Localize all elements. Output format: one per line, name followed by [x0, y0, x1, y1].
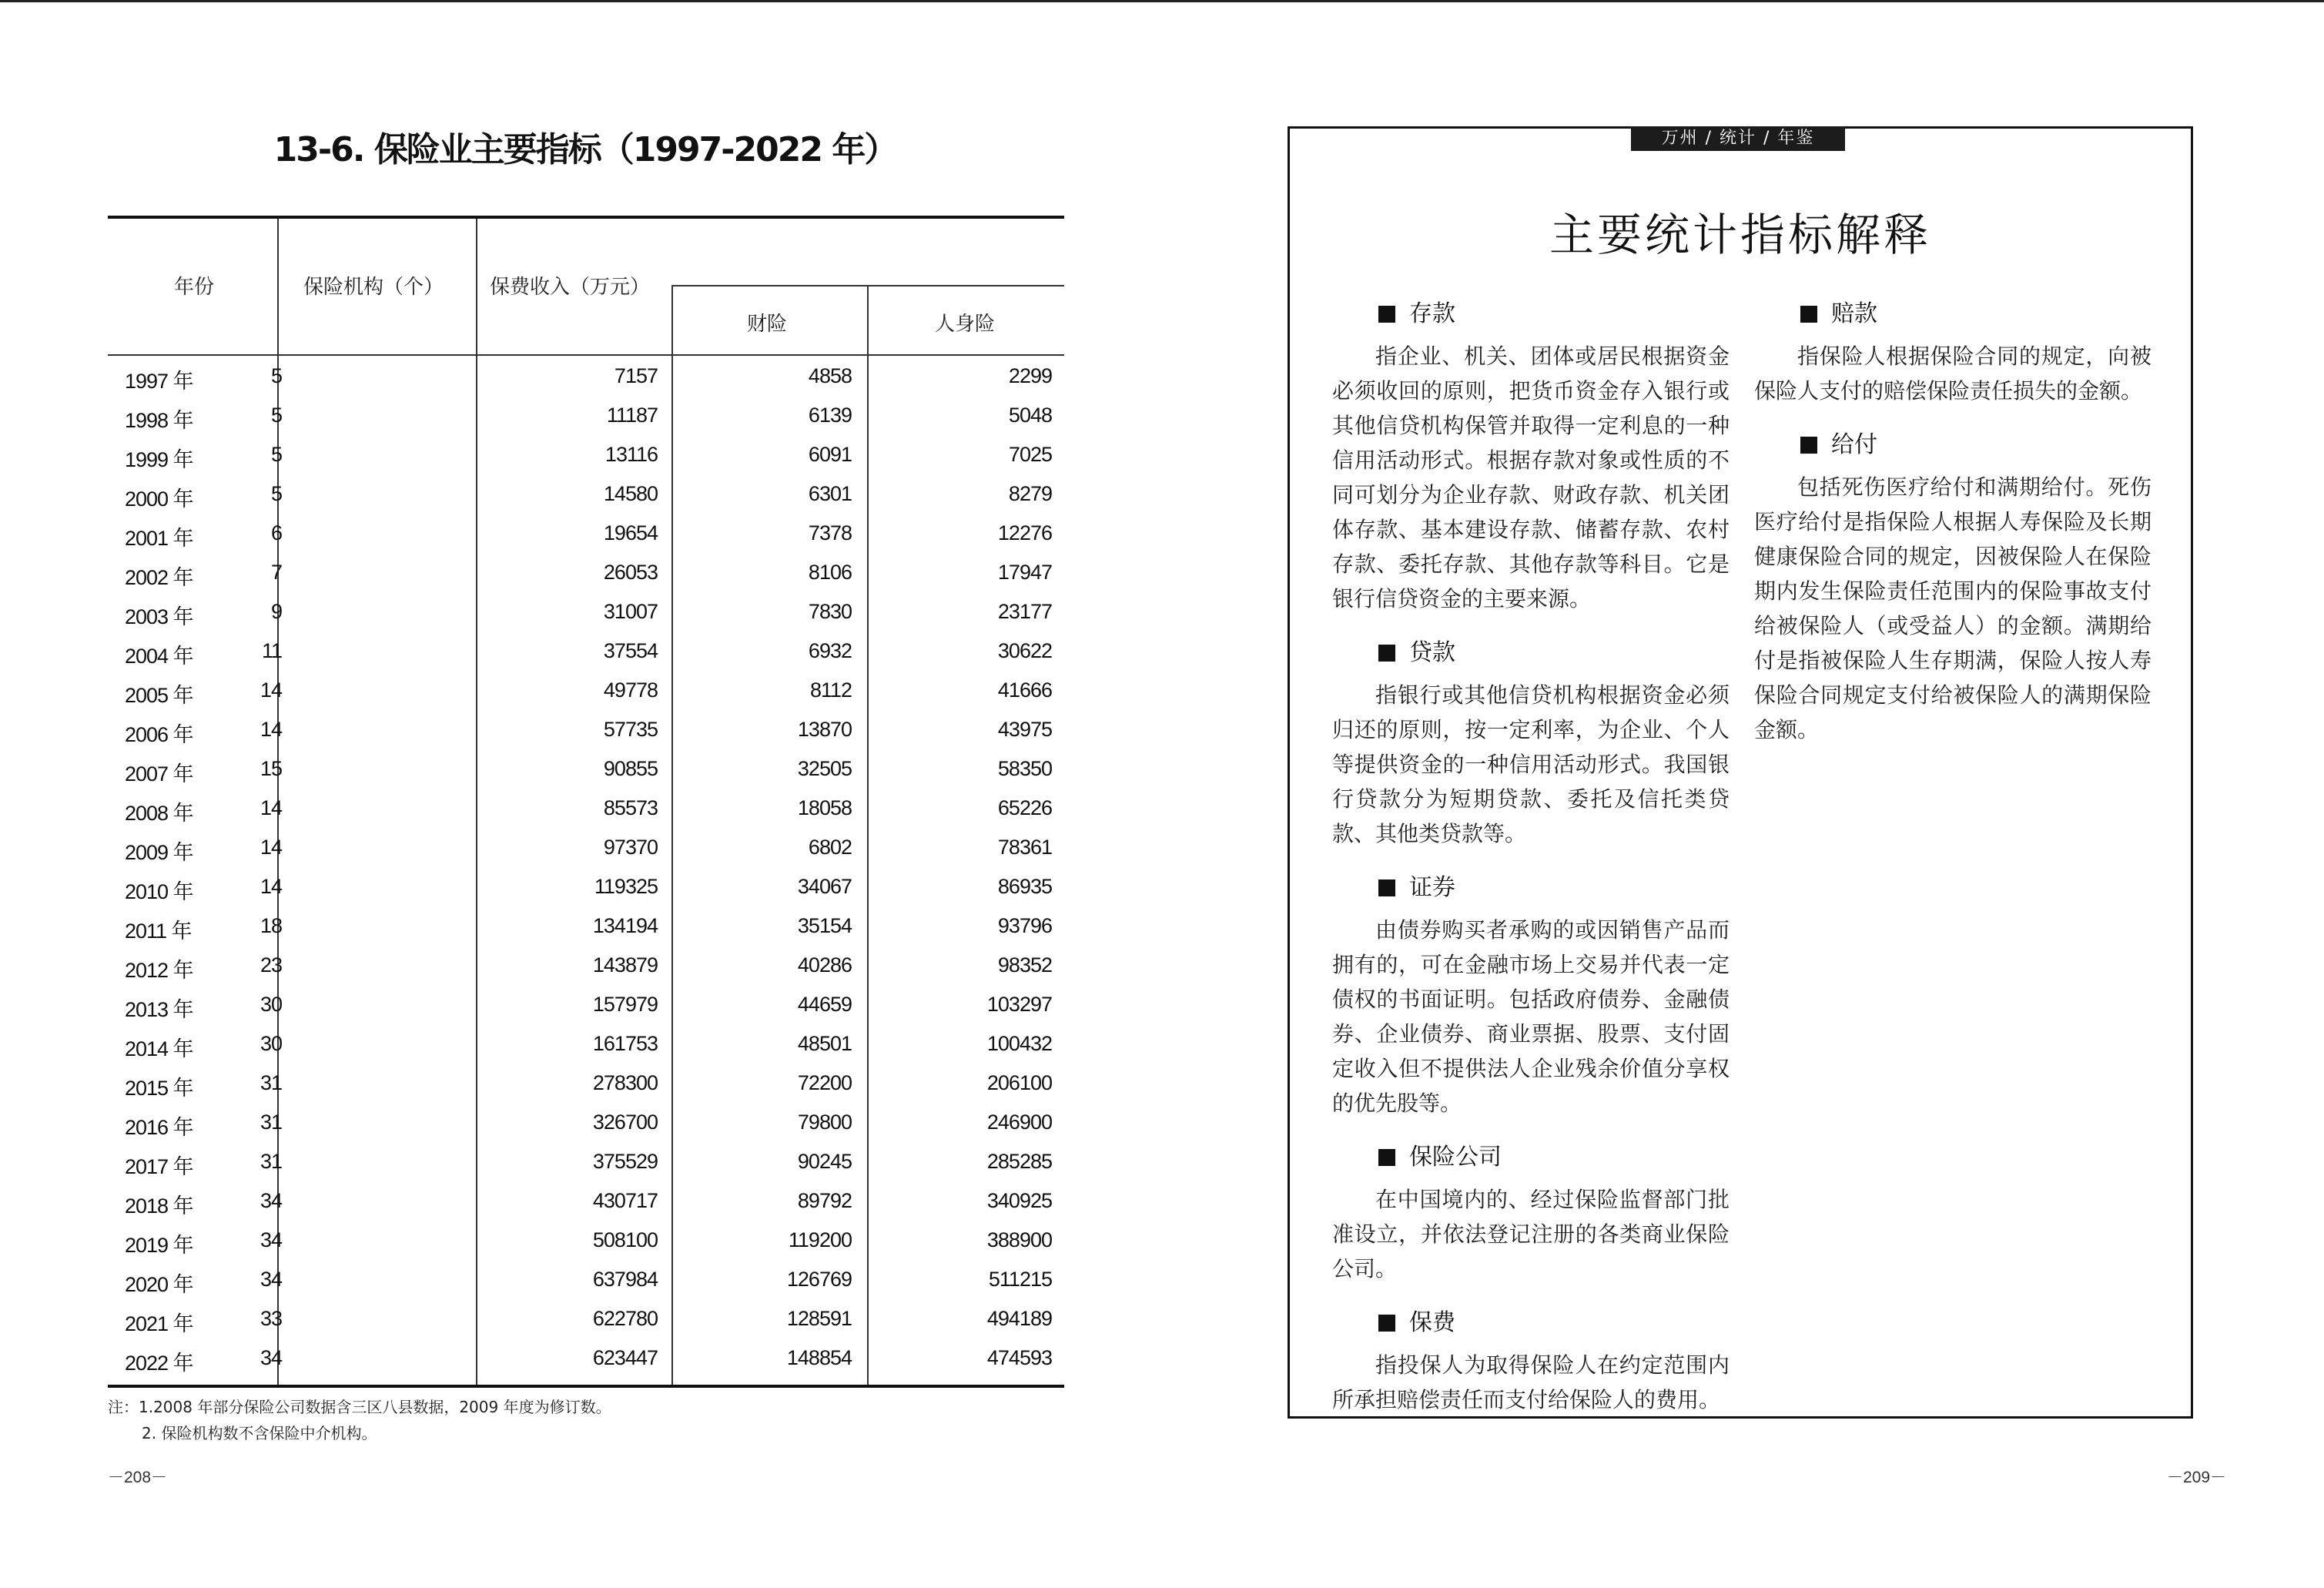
table-row — [108, 1182, 1064, 1221]
cell-premium: 134194 — [592, 914, 658, 937]
cell-life: 65226 — [997, 796, 1052, 819]
cell-year: 1997 年 — [125, 370, 193, 393]
cell-year: 2002 年 — [125, 566, 193, 589]
cell-institutions: 31 — [260, 1150, 282, 1173]
cell-life: 86935 — [997, 875, 1052, 898]
header-bottom-rule — [108, 354, 1064, 356]
cell-premium: 90855 — [603, 757, 658, 780]
cell-life: 511215 — [988, 1268, 1052, 1291]
cell-property: 18058 — [797, 796, 852, 819]
cell-institutions: 33 — [260, 1307, 282, 1330]
cell-institutions: 34 — [260, 1189, 282, 1212]
cell-life: 41666 — [997, 678, 1052, 702]
cell-life: 246900 — [986, 1111, 1052, 1134]
table-row — [108, 593, 1064, 632]
cell-life: 7025 — [1008, 443, 1052, 466]
cell-year: 2000 年 — [125, 487, 193, 511]
square-bullet-icon — [1378, 1149, 1395, 1166]
table-notes — [108, 1394, 611, 1446]
cell-institutions: 14 — [260, 678, 282, 702]
cell-year: 2007 年 — [125, 762, 193, 786]
square-bullet-icon — [1378, 645, 1395, 662]
cell-institutions: 23 — [260, 953, 282, 977]
table-row — [108, 1300, 1064, 1339]
cell-property: 13870 — [797, 718, 852, 741]
cell-year: 2020 年 — [125, 1273, 193, 1296]
yearbook-banner: 万州 / 统计 / 年鉴 — [1631, 126, 1845, 151]
table-row — [108, 1025, 1064, 1064]
cell-property: 6139 — [808, 404, 852, 427]
glossary-definition: 在中国境内的、经过保险监督部门批准设立，并依法登记注册的各类商业保险公司。 — [1332, 1187, 1730, 1281]
cell-year: 2011 年 — [125, 920, 192, 943]
glossary-heading — [1332, 633, 1730, 673]
cell-premium: 37554 — [603, 639, 658, 662]
cell-life: 388900 — [986, 1228, 1052, 1251]
cell-premium: 119325 — [594, 875, 658, 898]
cell-year: 2022 年 — [125, 1352, 193, 1375]
cell-premium: 57735 — [603, 718, 658, 741]
cell-institutions: 6 — [270, 521, 282, 544]
glossary-title: 主要统计指标解释 — [1549, 209, 1931, 261]
glossary-column-right — [1754, 294, 2152, 764]
cell-property: 119200 — [788, 1228, 852, 1251]
glossary-heading — [1332, 1303, 1730, 1343]
cell-year: 1998 年 — [125, 409, 193, 432]
cell-property: 6802 — [808, 836, 852, 859]
cell-institutions: 31 — [260, 1111, 282, 1134]
cell-life: 8279 — [1008, 482, 1052, 505]
cell-life: 78361 — [997, 836, 1052, 859]
cell-property: 32505 — [797, 757, 852, 780]
cell-property: 148854 — [786, 1346, 852, 1369]
note-line-2: 2. 保险机构数不含保险中介机构。 — [142, 1424, 377, 1442]
cell-property: 44659 — [797, 993, 852, 1016]
glossary-heading-text: 证券 — [1409, 874, 1455, 901]
cell-institutions: 14 — [260, 875, 282, 898]
cell-property: 34067 — [797, 875, 852, 898]
glossary-definition: 指企业、机关、团体或居民根据资金必须收回的原则，把货币资金存入银行或其他信贷机构保管并取得一定利息的一种信用活动形式。根据存款对象或性质的不同可划分为企业存款、财政存款、机关团体存款、基本建设存款、储蓄存款、农村存款、委托存款、其他存款等科目。它是银行信贷资金的主要来源。 — [1332, 343, 1730, 611]
table-row — [108, 1143, 1064, 1182]
cell-property: 126769 — [786, 1268, 852, 1291]
cell-premium: 31007 — [603, 600, 658, 623]
cell-property: 79800 — [797, 1111, 852, 1134]
cell-property: 72200 — [797, 1071, 852, 1094]
cell-year: 2018 年 — [125, 1194, 193, 1218]
cell-year: 2001 年 — [125, 527, 193, 550]
cell-premium: 622780 — [592, 1307, 658, 1330]
glossary-heading — [1332, 294, 1730, 334]
cell-property: 6301 — [808, 482, 852, 505]
cell-year: 2003 年 — [125, 605, 193, 628]
square-bullet-icon — [1378, 1315, 1395, 1332]
cell-year: 2005 年 — [125, 684, 193, 707]
cell-year: 2014 年 — [125, 1037, 193, 1060]
cell-year: 2017 年 — [125, 1155, 193, 1178]
cell-institutions: 9 — [270, 600, 282, 623]
cell-premium: 97370 — [603, 836, 658, 859]
cell-premium: 19654 — [603, 521, 658, 544]
header-year: 年份 — [174, 276, 215, 299]
cell-life: 17947 — [997, 561, 1052, 584]
cell-property: 7378 — [808, 521, 852, 544]
cell-life: 43975 — [997, 718, 1052, 741]
glossary-heading-text: 保费 — [1409, 1309, 1455, 1336]
table-row — [108, 554, 1064, 593]
header-property: 财险 — [747, 313, 788, 336]
note-line-1: 注：1.2008 年部分保险公司数据含三区八县数据，2009 年度为修订数。 — [108, 1398, 611, 1416]
table-body — [108, 357, 1064, 1379]
cell-premium: 11187 — [606, 404, 658, 427]
glossary-heading — [1332, 1137, 1730, 1178]
cell-life: 340925 — [986, 1189, 1052, 1212]
cell-property: 89792 — [797, 1189, 852, 1212]
cell-premium: 326700 — [592, 1111, 658, 1134]
table-row — [108, 907, 1064, 946]
glossary-definition: 由债券购买者承购的或因销售产品而拥有的，可在金融市场上交易并代表一定债权的书面证明。包括政府债券、金融债券、企业债券、商业票据、股票、支付固定收入但不提供法人企业残余价值分享权的优先股等。 — [1332, 917, 1730, 1116]
cell-life: 58350 — [997, 757, 1052, 780]
insurance-indicators-table — [108, 216, 1064, 1388]
table-row — [108, 1104, 1064, 1143]
cell-property: 8106 — [808, 561, 852, 584]
cell-institutions: 34 — [260, 1268, 282, 1291]
cell-institutions: 14 — [260, 796, 282, 819]
cell-year: 2021 年 — [125, 1312, 193, 1335]
table-row — [108, 1261, 1064, 1300]
cell-premium: 161753 — [592, 1032, 658, 1055]
cell-year: 2010 年 — [125, 880, 193, 903]
cell-premium: 430717 — [592, 1189, 658, 1212]
table-top-rule — [108, 216, 1064, 219]
table-row — [108, 789, 1064, 829]
cell-year: 2006 年 — [125, 723, 193, 746]
cell-institutions: 31 — [260, 1071, 282, 1094]
cell-property: 128591 — [786, 1307, 852, 1330]
header-institutions: 保险机构（个） — [303, 276, 444, 299]
table-row — [108, 475, 1064, 514]
table-row — [108, 986, 1064, 1025]
glossary-heading-text: 赔款 — [1831, 300, 1877, 327]
glossary-heading-text: 给付 — [1831, 431, 1877, 458]
cell-premium: 508100 — [592, 1228, 658, 1251]
glossary-definition: 指投保人为取得保险人在约定范围内所承担赔偿责任而支付给保险人的费用。 — [1332, 1352, 1730, 1412]
cell-premium: 375529 — [592, 1150, 658, 1173]
glossary-heading — [1754, 294, 2152, 334]
square-bullet-icon — [1800, 437, 1817, 454]
cell-year: 2013 年 — [125, 998, 193, 1021]
cell-premium: 623447 — [592, 1346, 658, 1369]
cell-institutions: 7 — [270, 561, 282, 584]
table-row — [108, 397, 1064, 436]
glossary-heading-text: 存款 — [1409, 300, 1455, 327]
cell-premium: 26053 — [603, 561, 658, 584]
cell-institutions: 5 — [270, 443, 282, 466]
glossary-definition: 包括死伤医疗给付和满期给付。死伤医疗给付是指保险人根据人寿保险及长期健康保险合同的规定，因被保险人在保险期内发生保险责任范围内的保险事故支付给被保险人（或受益人）的金额。满期给付是指被保险人生存期满，保险人按人寿保险合同规定支付给被保险人的满期保险金额。 — [1754, 474, 2152, 742]
page-number-right: －209－ — [2167, 1469, 2227, 1486]
cell-year: 2009 年 — [125, 841, 193, 864]
cell-life: 2299 — [1008, 364, 1052, 387]
glossary-heading — [1754, 425, 2152, 465]
square-bullet-icon — [1378, 879, 1395, 896]
cell-property: 35154 — [797, 914, 852, 937]
cell-premium: 278300 — [592, 1071, 658, 1094]
cell-premium: 14580 — [603, 482, 658, 505]
cell-life: 23177 — [997, 600, 1052, 623]
table-row — [108, 750, 1064, 789]
cell-life: 494189 — [986, 1307, 1052, 1330]
table-row — [108, 1339, 1064, 1379]
cell-life: 285285 — [986, 1150, 1052, 1173]
cell-institutions: 5 — [270, 482, 282, 505]
cell-life: 30622 — [997, 639, 1052, 662]
table-row — [108, 829, 1064, 868]
cell-institutions: 30 — [260, 1032, 282, 1055]
page-number-left: －208－ — [108, 1469, 168, 1486]
cell-institutions: 34 — [260, 1228, 282, 1251]
glossary-heading-text: 贷款 — [1409, 639, 1455, 666]
cell-property: 6091 — [808, 443, 852, 466]
table-title: 13-6. 保险业主要指标（1997-2022 年） — [273, 130, 897, 169]
cell-institutions: 5 — [270, 364, 282, 387]
glossary-definition: 指保险人根据保险合同的规定，向被保险人支付的赔偿保险责任损失的金额。 — [1754, 343, 2152, 404]
cell-institutions: 15 — [260, 757, 282, 780]
cell-property: 6932 — [808, 639, 852, 662]
table-row — [108, 868, 1064, 907]
cell-life: 98352 — [997, 953, 1052, 977]
cell-life: 206100 — [986, 1071, 1052, 1094]
cell-year: 2015 年 — [125, 1077, 193, 1100]
cell-institutions: 18 — [260, 914, 282, 937]
table-row — [108, 1221, 1064, 1261]
cell-property: 7830 — [808, 600, 852, 623]
cell-property: 4858 — [808, 364, 852, 387]
glossary-heading-text: 保险公司 — [1409, 1144, 1502, 1171]
glossary-definition: 指银行或其他信贷机构根据资金必须归还的原则，按一定利率，为企业、个人等提供资金的一种信用活动形式。我国银行贷款分为短期贷款、委托及信托类贷款、其他类贷款等。 — [1332, 682, 1730, 846]
cell-life: 93796 — [997, 914, 1052, 937]
cell-life: 474593 — [986, 1346, 1052, 1369]
cell-year: 2012 年 — [125, 959, 193, 982]
cell-premium: 143879 — [592, 953, 658, 977]
header-life: 人身险 — [935, 313, 996, 336]
cell-property: 90245 — [797, 1150, 852, 1173]
table-bottom-rule — [108, 1385, 1064, 1388]
cell-institutions: 34 — [260, 1346, 282, 1369]
cell-year: 2008 年 — [125, 802, 193, 825]
cell-property: 40286 — [797, 953, 852, 977]
cell-institutions: 5 — [270, 404, 282, 427]
table-row — [108, 357, 1064, 397]
cell-institutions: 11 — [261, 639, 282, 662]
table-row — [108, 946, 1064, 986]
header-premium: 保费收入（万元） — [490, 276, 651, 299]
cell-premium: 85573 — [603, 796, 658, 819]
square-bullet-icon — [1378, 306, 1395, 323]
cell-year: 1999 年 — [125, 448, 193, 471]
cell-institutions: 14 — [260, 718, 282, 741]
cell-institutions: 30 — [260, 993, 282, 1016]
cell-property: 8112 — [809, 678, 852, 702]
cell-life: 12276 — [997, 521, 1052, 544]
cell-life: 103297 — [986, 993, 1052, 1016]
cell-year: 2016 年 — [125, 1116, 193, 1139]
table-row — [108, 672, 1064, 711]
cell-life: 100432 — [986, 1032, 1052, 1055]
glossary-column-left — [1332, 294, 1730, 1434]
glossary-heading — [1332, 868, 1730, 908]
top-border-rule — [0, 0, 2324, 2]
cell-year: 2004 年 — [125, 645, 193, 668]
cell-year: 2019 年 — [125, 1234, 193, 1257]
cell-property: 48501 — [797, 1032, 852, 1055]
table-row — [108, 436, 1064, 475]
cell-institutions: 14 — [260, 836, 282, 859]
table-row — [108, 632, 1064, 672]
cell-premium: 157979 — [592, 993, 658, 1016]
table-row — [108, 711, 1064, 750]
cell-premium: 13116 — [604, 443, 658, 466]
cell-premium: 49778 — [603, 678, 658, 702]
square-bullet-icon — [1800, 306, 1817, 323]
table-row — [108, 1064, 1064, 1104]
cell-life: 5048 — [1008, 404, 1052, 427]
cell-premium: 637984 — [592, 1268, 658, 1291]
cell-premium: 7157 — [614, 364, 658, 387]
table-row — [108, 514, 1064, 554]
